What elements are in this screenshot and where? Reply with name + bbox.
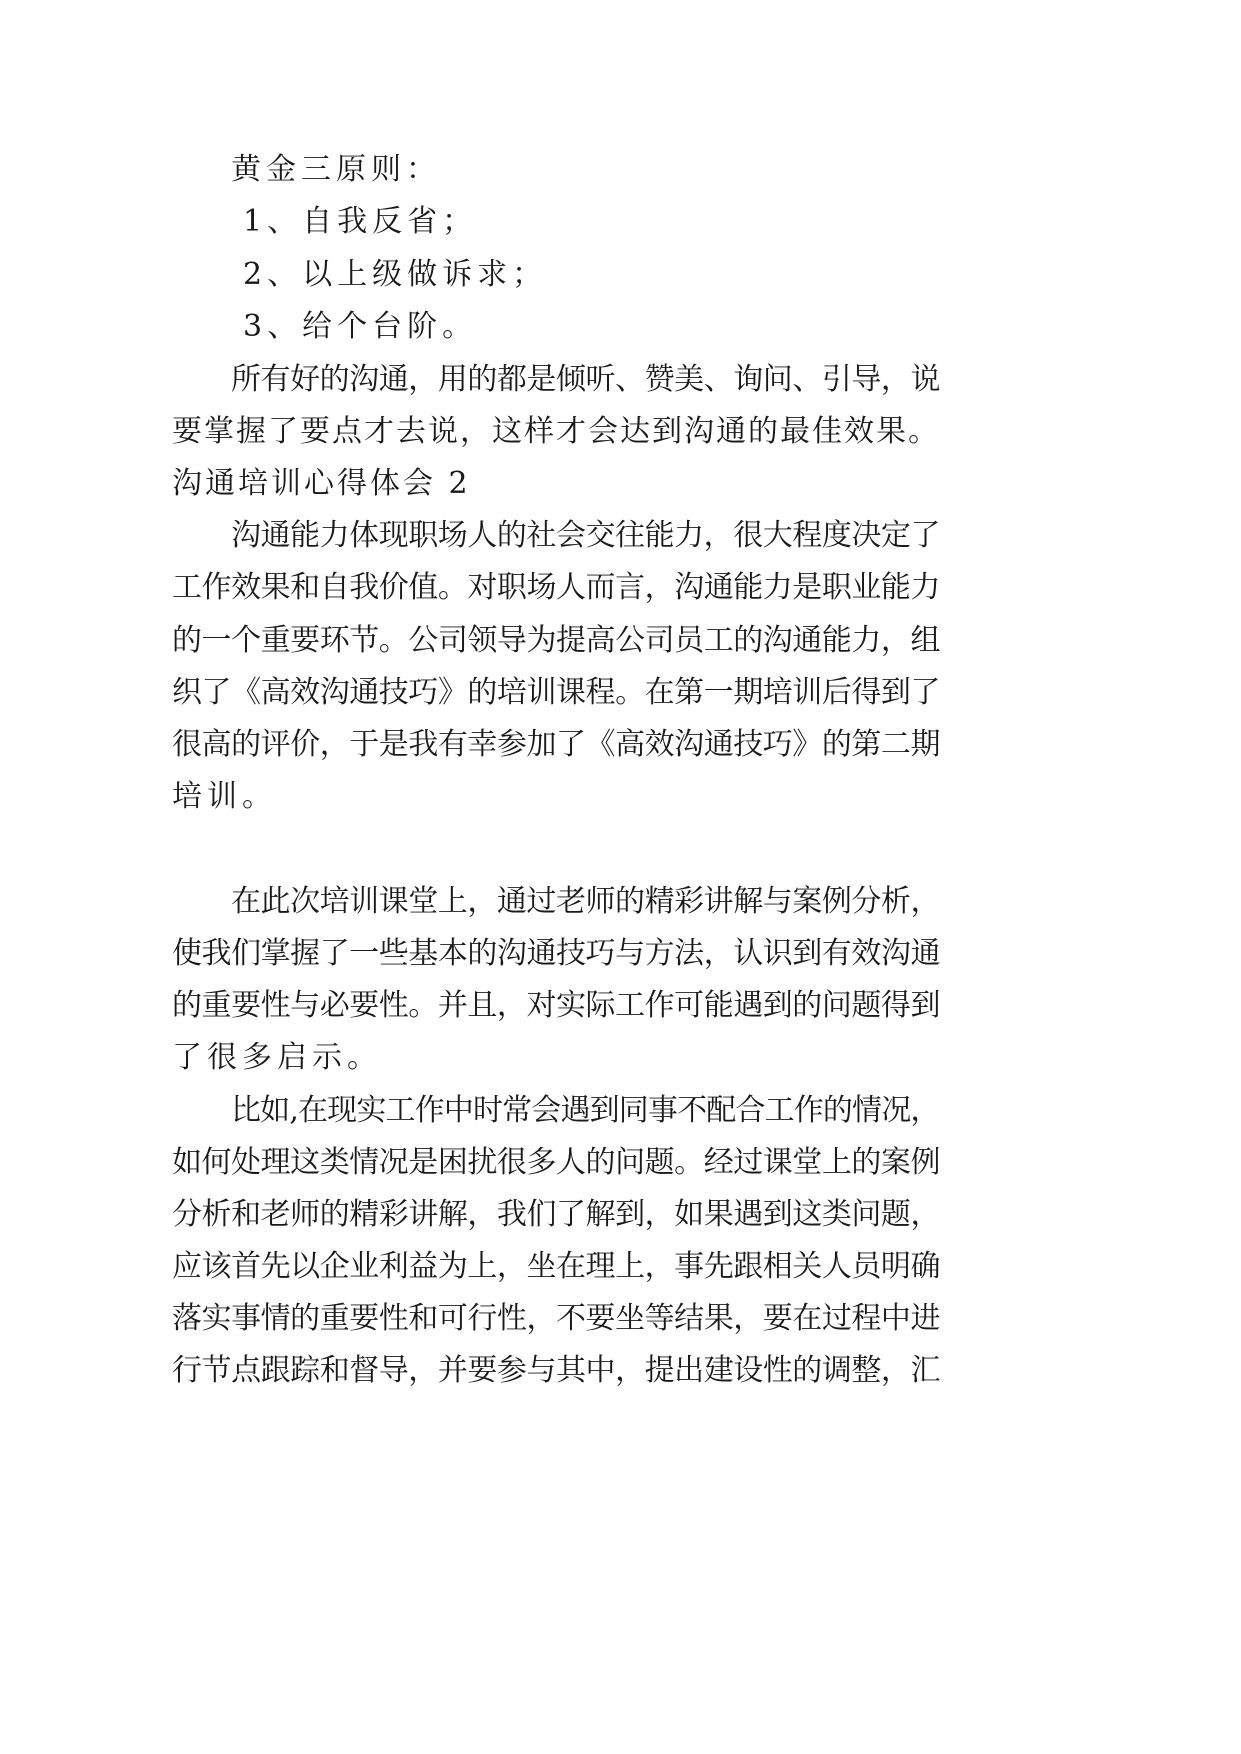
principles-title: 黄金三原则：	[231, 152, 441, 187]
paragraph-line: 织了《高效沟通技巧》的培训课程。在第一期培训后得到了	[172, 675, 940, 710]
paragraph-line: 使我们掌握了一些基本的沟通技巧与方法，认识到有效沟通	[172, 936, 940, 971]
paragraph-line: 落实事情的重要性和可行性，不要坐等结果，要在过程中进	[172, 1301, 940, 1336]
paragraph-line: 工作效果和自我价值。对职场人而言，沟通能力是职业能力	[172, 570, 940, 605]
summary-line: 所有好的沟通，用的都是倾听、赞美、询问、引导，说	[231, 362, 940, 397]
paragraph-line: 沟通能力体现职场人的社会交往能力，很大程度决定了	[231, 518, 940, 553]
paragraph-line: 很高的评价，于是我有幸参加了《高效沟通技巧》的第二期	[172, 727, 940, 762]
paragraph-line: 应该首先以企业利益为上，坐在理上，事先跟相关人员明确	[172, 1249, 940, 1284]
paragraph-line: 的一个重要环节。公司领导为提高公司员工的沟通能力，组	[172, 623, 940, 658]
paragraph-line: 在此次培训课堂上，通过老师的精彩讲解与案例分析，	[231, 884, 940, 919]
summary-line: 要掌握了要点才去说，这样才会达到沟通的最佳效果。	[172, 414, 940, 449]
paragraph-line: 分析和老师的精彩讲解，我们了解到，如果遇到这类问题，	[172, 1197, 940, 1232]
principle-item: 2、以上级做诉求；	[243, 257, 548, 292]
paragraph-line: 的重要性与必要性。并且，对实际工作可能遇到的问题得到	[172, 988, 940, 1023]
principle-item: 1、自我反省；	[243, 204, 478, 239]
paragraph-line: 培训。	[172, 779, 277, 814]
paragraph-line: 比如,在现实工作中时常会遇到同事不配合工作的情况，	[231, 1093, 940, 1128]
paragraph-line: 了很多启示。	[172, 1040, 382, 1075]
section-title: 沟通培训心得体会 2	[172, 466, 471, 501]
paragraph-line: 行节点跟踪和督导，并要参与其中，提出建设性的调整，汇	[172, 1353, 940, 1388]
paragraph-line: 如何处理这类情况是困扰很多人的问题。经过课堂上的案例	[172, 1145, 940, 1180]
principle-item: 3、给个台阶。	[243, 309, 478, 344]
